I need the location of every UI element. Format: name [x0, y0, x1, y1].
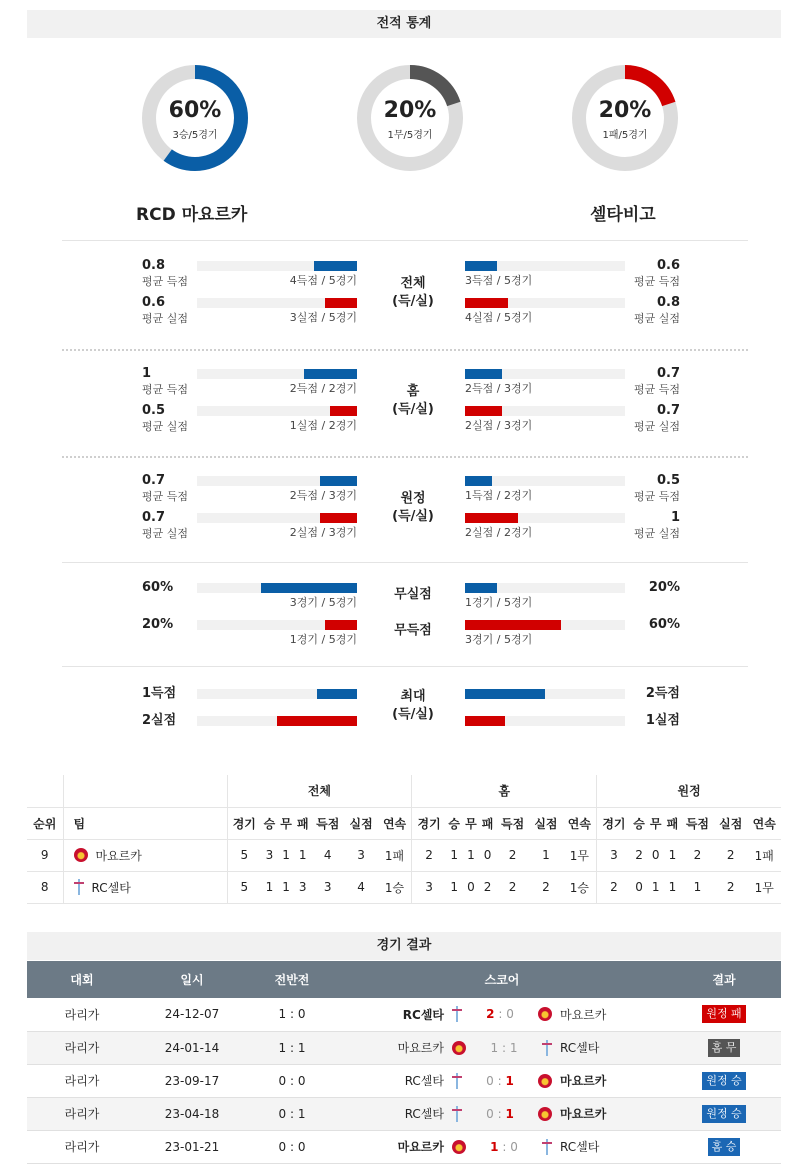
- right-label: 평균 득점: [633, 275, 680, 288]
- score: [470, 1074, 530, 1088]
- halftime-cell: 1 : 0: [247, 998, 337, 1031]
- away-score: 1: [505, 1073, 514, 1088]
- mallorca-crest-icon: [452, 1140, 466, 1154]
- left-caption: 3실점 / 5경기: [289, 311, 357, 324]
- right-bar: [465, 406, 502, 416]
- score-separator: :: [498, 1139, 511, 1154]
- result-badge: 원정 패: [702, 1005, 745, 1023]
- left-bar: [304, 369, 357, 379]
- section-divider: [62, 240, 748, 241]
- column-header: 실점: [344, 807, 377, 839]
- column-header: 연속: [378, 807, 412, 839]
- team-header: 팀: [63, 807, 227, 839]
- right-bar: [465, 476, 492, 486]
- donut-percent: 20%: [598, 98, 652, 123]
- result-row: [27, 1064, 781, 1097]
- donut-record: 1패/5경기: [602, 130, 648, 141]
- league-cell: 라리가: [27, 1064, 137, 1097]
- left-value: 0.5: [142, 403, 166, 418]
- right-bar: [465, 689, 545, 699]
- left-bar: [330, 406, 357, 416]
- column-header: 승: [261, 807, 278, 839]
- mallorca-crest-icon: [452, 1041, 466, 1055]
- column-header: 경기: [412, 807, 446, 839]
- date-cell: 23-04-18: [137, 1097, 247, 1130]
- right-value: 0.7: [656, 403, 680, 418]
- home-team: RC셀타: [402, 1007, 444, 1022]
- stat-cell: 1: [681, 871, 714, 903]
- stat-cell: 1: [529, 839, 562, 871]
- stat-cell: 1: [294, 839, 311, 871]
- stat-cell: 5: [227, 871, 261, 903]
- section-divider: [62, 456, 748, 458]
- mallorca-crest-icon: [538, 1074, 552, 1088]
- score-separator: :: [493, 1073, 506, 1088]
- stat-cell: 1승: [378, 871, 412, 903]
- category-label: (득/실): [392, 509, 434, 524]
- section-divider: [62, 666, 748, 667]
- league-cell: 라리가: [27, 1031, 137, 1064]
- result-cell: [667, 1064, 781, 1097]
- stat-cell: 2: [631, 839, 648, 871]
- results-section-title: 경기 결과: [27, 932, 781, 960]
- left-bar-track: [197, 689, 357, 699]
- result-badge: 원정 승: [702, 1105, 745, 1123]
- date-cell: 24-01-14: [137, 1031, 247, 1064]
- column-header: 패: [664, 807, 681, 839]
- left-bar: [325, 298, 357, 308]
- column-header: 승: [446, 807, 463, 839]
- left-value: 0.7: [142, 510, 166, 525]
- stat-cell: 2: [529, 871, 562, 903]
- category-label: 홈: [406, 384, 420, 399]
- date-cell: 24-12-07: [137, 998, 247, 1031]
- home-score: 2: [486, 1007, 495, 1022]
- left-label: 평균 실점: [142, 312, 189, 325]
- right-bar-track: [465, 583, 625, 593]
- column-header: 득점: [496, 807, 529, 839]
- left-bar-track: [197, 716, 357, 726]
- right-value: 2득점: [645, 686, 680, 701]
- donut-percent: 60%: [168, 98, 222, 123]
- stats-section-title: 전적 통계: [27, 10, 781, 38]
- team-name: 마요르카: [95, 848, 142, 863]
- away-team: RC셀타: [560, 1140, 600, 1154]
- left-value: 20%: [142, 617, 174, 632]
- home-score: 0: [486, 1106, 494, 1121]
- left-caption: 2실점 / 3경기: [289, 526, 357, 539]
- category-label: 무실점: [394, 587, 432, 602]
- date-cell: 23-09-17: [137, 1064, 247, 1097]
- result-row: [27, 1097, 781, 1130]
- column-header: 득점: [681, 807, 714, 839]
- away-team: 마요르카: [560, 1007, 607, 1022]
- right-label: 평균 득점: [633, 383, 680, 396]
- column-header: 패: [294, 807, 311, 839]
- stat-cell: 3: [344, 839, 377, 871]
- left-label: 평균 실점: [142, 420, 189, 433]
- mallorca-crest-icon: [74, 848, 88, 862]
- stat-cell: 2: [496, 871, 529, 903]
- right-bar: [465, 620, 561, 630]
- stat-cell: 2: [412, 839, 446, 871]
- away-score: 0: [510, 1139, 518, 1154]
- column-header: 승: [631, 807, 648, 839]
- standings-row: [27, 871, 781, 903]
- home-team: RC셀타: [404, 1107, 444, 1121]
- stat-cell: 3: [261, 839, 278, 871]
- right-value: 1: [670, 510, 680, 525]
- left-bar-track: [197, 513, 357, 523]
- stat-cell: 0: [479, 839, 496, 871]
- league-cell: 라리가: [27, 1097, 137, 1130]
- column-header: 무: [463, 807, 480, 839]
- stat-cell: 1: [463, 839, 480, 871]
- stat-cell: 1: [278, 839, 295, 871]
- standings-group-row: [27, 775, 781, 807]
- score-cell: [337, 1097, 667, 1130]
- stat-cell: 2: [714, 839, 747, 871]
- away-team: 마요르카: [560, 1107, 607, 1121]
- stat-cell: 1무: [563, 839, 597, 871]
- right-caption: 4실점 / 5경기: [465, 311, 533, 324]
- left-bar: [261, 583, 357, 593]
- stat-cell: 0: [463, 871, 480, 903]
- left-label: 평균 득점: [142, 275, 189, 288]
- celta-crest-icon: [452, 1006, 462, 1022]
- home-team: 마요르카: [397, 1140, 444, 1154]
- category-label: 최대: [400, 689, 426, 704]
- stat-cell: 1: [664, 871, 681, 903]
- category-label: (득/실): [392, 294, 434, 309]
- results-header-3: 스코어: [337, 961, 667, 998]
- left-value: 0.8: [142, 258, 166, 273]
- stat-cell: 2: [714, 871, 747, 903]
- result-cell: [667, 1097, 781, 1130]
- standings-group-1: 홈: [412, 775, 597, 807]
- category-label: 원정: [400, 491, 426, 506]
- away-team-name: 셀타비고: [590, 205, 656, 225]
- halftime-cell: 0 : 1: [247, 1097, 337, 1130]
- stat-cell: 1: [261, 871, 278, 903]
- left-value: 0.7: [142, 473, 166, 488]
- rank-cell: 8: [27, 871, 63, 903]
- stat-cell: 1승: [563, 871, 597, 903]
- right-bar: [465, 369, 502, 379]
- right-caption: 3득점 / 5경기: [465, 274, 533, 287]
- stat-cell: 1: [446, 839, 463, 871]
- date-cell: 23-01-21: [137, 1130, 247, 1163]
- right-bar-track: [465, 689, 625, 699]
- stat-cell: 1패: [378, 839, 412, 871]
- left-label: 평균 실점: [142, 527, 189, 540]
- rank-header: 순위: [27, 807, 63, 839]
- score-line: [337, 1039, 667, 1056]
- team-name-wrap: [64, 879, 227, 896]
- stat-cell: 2: [496, 839, 529, 871]
- result-row: [27, 1130, 781, 1163]
- left-caption: 3경기 / 5경기: [289, 596, 357, 609]
- score-cell: [337, 998, 667, 1031]
- column-header: 실점: [714, 807, 747, 839]
- right-bar: [465, 298, 508, 308]
- left-bar: [325, 620, 357, 630]
- right-bar-track: [465, 620, 625, 630]
- donut-chart: [350, 58, 470, 178]
- score-line: [337, 1138, 667, 1155]
- score-line: [337, 1105, 667, 1122]
- column-header: 경기: [227, 807, 261, 839]
- right-bar-track: [465, 369, 625, 379]
- celta-crest-icon: [542, 1040, 552, 1056]
- away-team: RC셀타: [560, 1041, 600, 1055]
- score-cell: [337, 1130, 667, 1163]
- right-label: 평균 실점: [633, 312, 680, 325]
- right-caption: 3경기 / 5경기: [465, 633, 533, 646]
- left-caption: 2득점 / 3경기: [289, 489, 357, 502]
- left-bar: [277, 716, 357, 726]
- home-team: 마요르카: [397, 1041, 444, 1055]
- donut-record: 3승/5경기: [172, 130, 218, 141]
- right-value: 20%: [648, 580, 680, 595]
- left-bar: [317, 689, 357, 699]
- away-score: 0: [506, 1007, 514, 1022]
- halftime-cell: 1 : 1: [247, 1031, 337, 1064]
- mallorca-crest-icon: [538, 1107, 552, 1121]
- stat-cell: 4: [311, 839, 344, 871]
- right-bar: [465, 513, 518, 523]
- score: [474, 1041, 534, 1055]
- donut-percent: 20%: [383, 98, 437, 123]
- score-separator: :: [493, 1106, 506, 1121]
- stat-cell: 3: [412, 871, 446, 903]
- left-caption: 1실점 / 2경기: [289, 419, 357, 432]
- right-bar: [465, 261, 497, 271]
- column-header: 실점: [529, 807, 562, 839]
- results-table: [27, 961, 781, 1164]
- stat-cell: 0: [647, 839, 664, 871]
- away-team: 마요르카: [560, 1074, 607, 1088]
- column-header: 무: [278, 807, 295, 839]
- category-label: 전체: [400, 276, 426, 291]
- result-badge: 홈 무: [708, 1039, 741, 1057]
- halftime-cell: 0 : 0: [247, 1130, 337, 1163]
- score-line: [337, 1006, 667, 1023]
- stat-cell: 3: [294, 871, 311, 903]
- mallorca-crest-icon: [538, 1007, 552, 1021]
- left-label: 평균 득점: [142, 490, 189, 503]
- right-value: 1실점: [645, 713, 680, 728]
- left-bar: [320, 476, 357, 486]
- right-bar-track: [465, 406, 625, 416]
- right-caption: 2실점 / 2경기: [465, 526, 533, 539]
- away-score: 1: [509, 1040, 518, 1055]
- results-header-0: 대회: [27, 961, 137, 998]
- celta-crest-icon: [542, 1139, 552, 1155]
- left-caption: 2득점 / 2경기: [289, 382, 357, 395]
- right-value: 0.8: [656, 295, 680, 310]
- score: [474, 1140, 534, 1154]
- results-header-2: 전반전: [247, 961, 337, 998]
- score-line: [337, 1072, 667, 1089]
- left-bar-track: [197, 261, 357, 271]
- team-cell: [63, 839, 227, 871]
- stat-cell: 4: [344, 871, 377, 903]
- halftime-cell: 0 : 0: [247, 1064, 337, 1097]
- right-bar-track: [465, 261, 625, 271]
- stat-cell: 1: [647, 871, 664, 903]
- right-label: 평균 득점: [633, 490, 680, 503]
- right-caption: 2실점 / 3경기: [465, 419, 533, 432]
- stat-cell: 5: [227, 839, 261, 871]
- column-header: 연속: [563, 807, 597, 839]
- right-label: 평균 실점: [633, 420, 680, 433]
- left-bar: [314, 261, 357, 271]
- away-score: 1: [505, 1106, 514, 1121]
- home-score: 1: [490, 1139, 499, 1154]
- result-row: [27, 998, 781, 1031]
- right-bar: [465, 583, 497, 593]
- results-header-1: 일시: [137, 961, 247, 998]
- standings-header-row: [27, 807, 781, 839]
- right-label: 평균 실점: [633, 527, 680, 540]
- left-value: 0.6: [142, 295, 166, 310]
- score-cell: [337, 1064, 667, 1097]
- league-cell: 라리가: [27, 1130, 137, 1163]
- score: [470, 1107, 530, 1121]
- standings-row: [27, 839, 781, 871]
- right-caption: 1경기 / 5경기: [465, 596, 533, 609]
- result-row: [27, 1031, 781, 1064]
- stat-cell: 1: [278, 871, 295, 903]
- column-header: 연속: [747, 807, 781, 839]
- stat-cell: 3: [311, 871, 344, 903]
- result-cell: [667, 1130, 781, 1163]
- category-label: 무득점: [394, 623, 432, 638]
- left-bar-track: [197, 298, 357, 308]
- section-divider: [62, 562, 748, 563]
- result-cell: [667, 1031, 781, 1064]
- score-separator: :: [498, 1040, 510, 1055]
- left-bar-track: [197, 476, 357, 486]
- left-bar-track: [197, 583, 357, 593]
- score-cell: [337, 1031, 667, 1064]
- celta-crest-icon: [452, 1106, 462, 1122]
- column-header: 패: [479, 807, 496, 839]
- team-cell: [63, 871, 227, 903]
- stat-cell: 2: [597, 871, 631, 903]
- stat-cell: 2: [681, 839, 714, 871]
- column-header: 득점: [311, 807, 344, 839]
- left-bar-track: [197, 369, 357, 379]
- left-value: 60%: [142, 580, 174, 595]
- right-caption: 2득점 / 3경기: [465, 382, 533, 395]
- result-cell: [667, 998, 781, 1031]
- standings-table: [27, 775, 781, 904]
- celta-crest-icon: [452, 1073, 462, 1089]
- right-caption: 1득점 / 2경기: [465, 489, 533, 502]
- home-team: RC셀타: [404, 1074, 444, 1088]
- left-value: 2실점: [142, 713, 177, 728]
- blank-cell: [63, 775, 227, 807]
- score: [470, 1007, 530, 1021]
- left-bar-track: [197, 620, 357, 630]
- stat-cell: 1: [664, 839, 681, 871]
- right-bar-track: [465, 513, 625, 523]
- right-value: 60%: [648, 617, 680, 632]
- stat-cell: 1무: [747, 871, 781, 903]
- home-team-name: RCD 마요르카: [136, 205, 248, 225]
- stat-cell: 2: [479, 871, 496, 903]
- stat-cell: 1: [446, 871, 463, 903]
- column-header: 경기: [597, 807, 631, 839]
- left-bar-track: [197, 406, 357, 416]
- result-badge: 원정 승: [702, 1072, 745, 1090]
- right-bar-track: [465, 716, 625, 726]
- stat-cell: 0: [631, 871, 648, 903]
- donut-record: 1무/5경기: [387, 130, 433, 141]
- standings-group-0: 전체: [227, 775, 412, 807]
- results-header-4: 결과: [667, 961, 781, 998]
- left-label: 평균 득점: [142, 383, 189, 396]
- left-bar: [320, 513, 357, 523]
- section-divider: [62, 349, 748, 351]
- column-header: 무: [647, 807, 664, 839]
- home-score: 1: [490, 1040, 499, 1055]
- right-value: 0.5: [656, 473, 680, 488]
- team-name-wrap: [64, 847, 227, 864]
- right-value: 0.7: [656, 366, 680, 381]
- left-caption: 4득점 / 5경기: [289, 274, 357, 287]
- category-label: (득/실): [392, 707, 434, 722]
- right-value: 0.6: [656, 258, 680, 273]
- rank-cell: 9: [27, 839, 63, 871]
- left-value: 1: [142, 366, 152, 381]
- standings-group-2: 원정: [597, 775, 781, 807]
- left-value: 1득점: [142, 686, 177, 701]
- home-score: 0: [486, 1073, 494, 1088]
- blank-cell: [27, 775, 63, 807]
- left-caption: 1경기 / 5경기: [289, 633, 357, 646]
- stat-cell: 1패: [747, 839, 781, 871]
- donut-chart: [135, 58, 255, 178]
- result-badge: 홈 승: [708, 1138, 741, 1156]
- league-cell: 라리가: [27, 998, 137, 1031]
- category-label: (득/실): [392, 402, 434, 417]
- right-bar: [465, 716, 505, 726]
- donut-chart: [565, 58, 685, 178]
- celta-crest-icon: [74, 879, 84, 895]
- right-bar-track: [465, 476, 625, 486]
- team-name: RC셀타: [91, 880, 131, 895]
- stat-cell: 3: [597, 839, 631, 871]
- score-separator: :: [494, 1007, 507, 1022]
- right-bar-track: [465, 298, 625, 308]
